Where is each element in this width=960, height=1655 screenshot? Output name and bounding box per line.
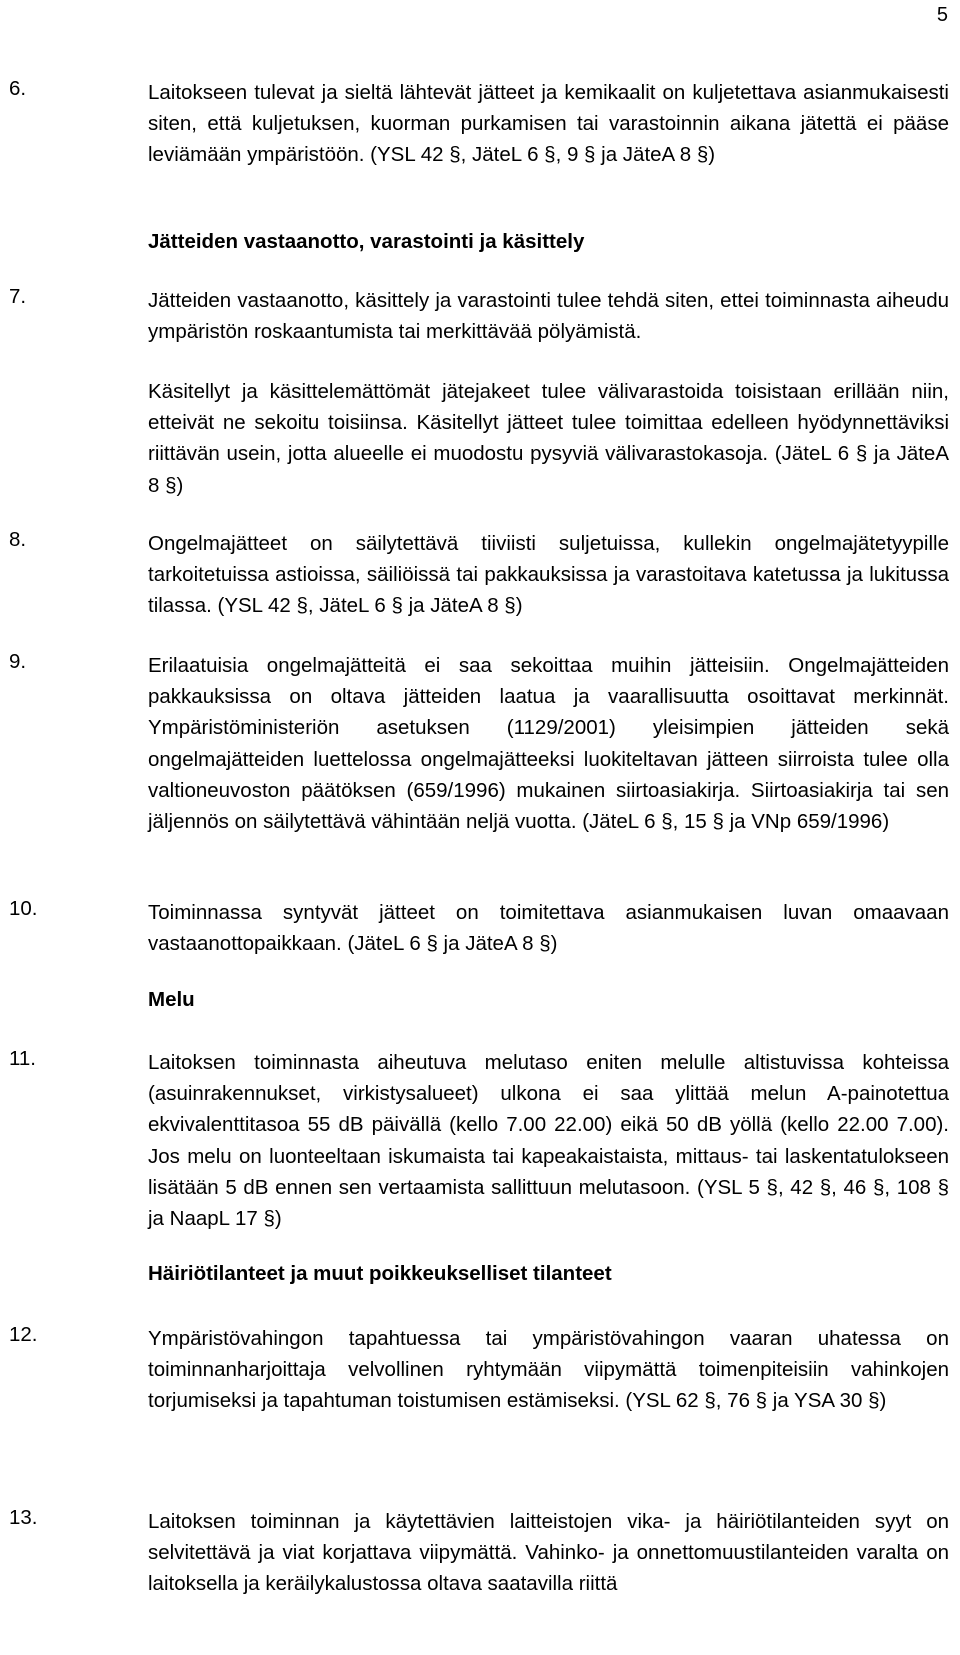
item-number: 10. [9,897,38,920]
list-item [9,650,949,837]
item-text: Ongelmajätteet on säilytettävä tiiviisti suljetuissa, kullekin ongelmajätetyypille tarkoitetuissa astioissa, säiliöissä tai pakkauksissa ja varastoitava katetussa ja lukitussa tilassa. (YSL 42 §, JäteL 6 § ja JäteA 8 §) [148,532,949,618]
list-item [9,1506,949,1600]
item-text: Toiminnassa syntyvät jätteet on toimitettava asianmukaisen luvan omaavaan vastaanottopaikkaan. (JäteL 6 § ja JäteA 8 §) [148,901,949,956]
list-item [9,1047,949,1234]
list-item [9,77,949,171]
list-item [9,285,949,347]
item-number: 12. [9,1323,38,1346]
section-heading: Jätteiden vastaanotto, varastointi ja käsittely [148,230,585,253]
page-number: 5 [936,4,948,26]
section-heading: Melu [148,988,195,1011]
list-item [9,1323,949,1417]
item-text: Jätteiden vastaanotto, käsittely ja varastointi tulee tehdä siten, ettei toiminnasta aiheudu ympäristön roskaantumista tai merkittävää pölyämistä. [148,289,949,344]
list-item [9,897,949,959]
list-item [9,528,949,622]
item-number: 11. [9,1047,36,1070]
item-number: 6. [9,77,27,100]
item-text: Laitoksen toiminnan ja käytettävien laitteistojen vika- ja häiriötilanteiden syyt on selvitettävä ja viat korjattava viipymättä. Vahinko- ja onnettomuustilanteiden varalta on laitoksella ja keräilykalustossa oltava saatavilla riittä [148,1510,949,1596]
item-number: 9. [9,650,27,673]
item-text: Laitokseen tulevat ja sieltä lähtevät jätteet ja kemikaalit on kuljetettava asianmukaisesti siten, että kuljetuksen, kuorman purkamisen tai varastoinnin aikana jätettä ei pääse leviämään ympäristöön. (YSL 42 §, JäteL 6 §, 9 § ja JäteA 8 §) [148,81,949,167]
item-number: 7. [9,285,27,308]
item-number: 13. [9,1506,38,1529]
section-heading: Häiriötilanteet ja muut poikkeukselliset tilanteet [148,1262,612,1285]
item-text: Erilaatuisia ongelmajätteitä ei saa sekoittaa muihin jätteisiin. Ongelmajätteiden pakkauksissa on oltava jätteiden laatua ja vaarallisuutta osoittavat merkinnät. Ympäristöministeriön asetuksen (1129/2001) yleisimpien jätteiden sekä ongelmajätteiden luettelossa ongelmajätteeksi luokiteltavan jätteen siirroista tulee olla valtioneuvoston päätöksen (659/1996) mukainen siirtoasiakirja. Siirtoasiakirja tai sen jäljennös on säilytettävä vähintään neljä vuotta. (JäteL 6 §, 15 § ja VNp 659/1996) [148,654,949,834]
paragraph: Käsitellyt ja käsittelemättömät jätejakeet tulee välivarastoida toisistaan erillään niin, etteivät ne sekoitu toisiinsa. Käsitellyt jätteet tulee toimittaa edelleen hyödynnettäviksi riittävän usein, jotta alueelle ei muodostu pysyviä välivarastokasoja. (JäteL 6 § ja JäteA 8 §) [148,380,949,497]
item-text: Ympäristövahingon tapahtuessa tai ympäristövahingon vaaran uhatessa on toiminnanharjoittaja velvollinen ryhtymään viipymättä toimenpiteisiin vahinkojen torjumiseksi ja tapahtuman toistumisen estämiseksi. (YSL 62 §, 76 § ja YSA 30 §) [148,1327,949,1413]
item-number: 8. [9,528,27,551]
item-text: Laitoksen toiminnasta aiheutuva melutaso eniten melulle altistuvissa kohteissa (asuinrakennukset, virkistysalueet) ulkona ei saa ylittää melun A-painotettua ekvivalenttitasoa 55 dB päivällä (kello 7.00 22.00) eikä 50 dB yöllä (kello 22.00 7.00). Jos melu on luonteeltaan iskumaista tai kapeakaistaista, mittaus- tai laskentatulokseen lisätään 5 dB ennen sen vertaamista sallittuun melutasoon. (YSL 5 §, 42 §, 46 §, 108 § ja NaapL 17 §) [148,1051,949,1231]
